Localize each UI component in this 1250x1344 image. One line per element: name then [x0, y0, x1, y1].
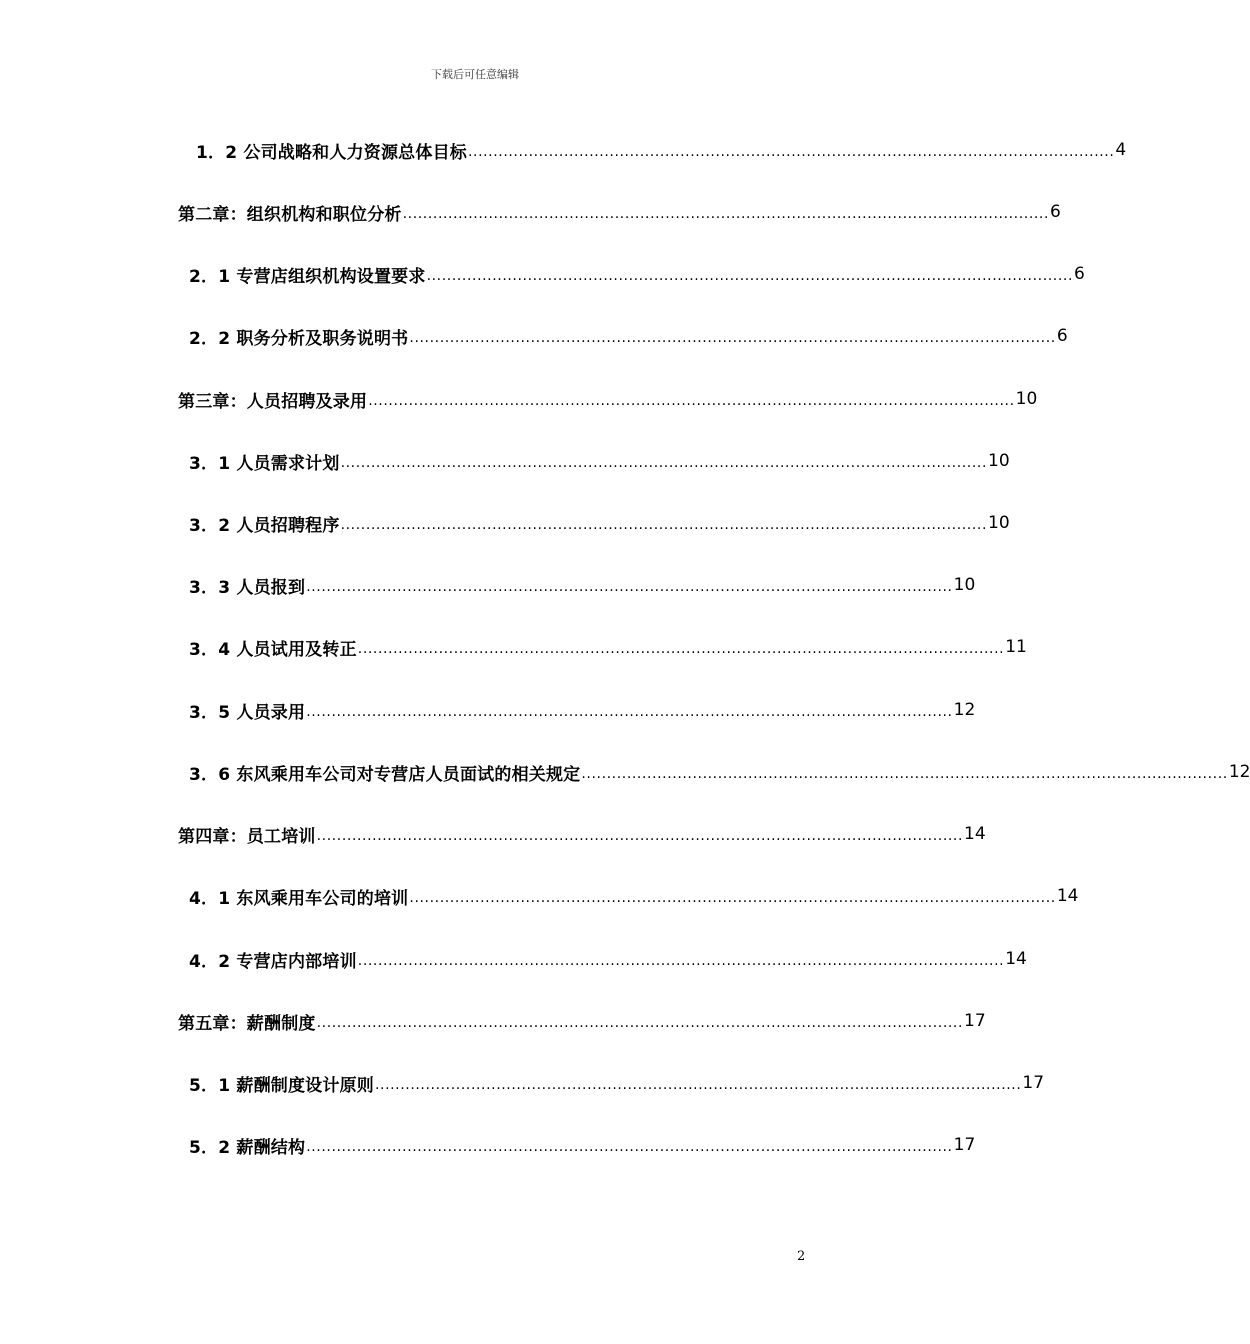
toc-leader-dots: ................................................................................................................................: [368, 393, 1015, 409]
toc-leader-dots: ................................................................................................................................: [581, 766, 1228, 782]
toc-entry-3-2[interactable]: [189, 507, 1010, 539]
toc-entry-page: 14: [1056, 886, 1079, 906]
toc-leader-dots: ................................................................................................................................: [306, 1139, 953, 1155]
toc-entry-title: 第四章：员工培训: [178, 826, 316, 847]
toc-entry-page: 14: [1005, 949, 1027, 969]
toc-entry-page: 17: [964, 1011, 986, 1031]
toc-entry-chapter-2[interactable]: [178, 196, 1061, 228]
toc-entry-3-3[interactable]: [189, 569, 976, 601]
toc-entry-page: 6: [1074, 264, 1085, 284]
toc-entry-title: 3．5 人员录用: [189, 702, 306, 723]
toc-entry-title: 3．3 人员报到: [189, 577, 306, 598]
toc-entry-2-2[interactable]: [189, 320, 1068, 352]
toc-entry-page: 17: [1022, 1073, 1045, 1093]
toc-leader-dots: ................................................................................................................................: [340, 517, 988, 533]
toc-entry-title: 4．1 东风乘用车公司的培训: [189, 888, 409, 909]
toc-leader-dots: ................................................................................................................................: [426, 268, 1074, 284]
toc-entry-title: 第三章：人员招聘及录用: [178, 391, 368, 412]
toc-leader-dots: ................................................................................................................................: [409, 890, 1056, 906]
toc-entry-page: 12: [953, 700, 976, 720]
toc-entry-page: 6: [1056, 326, 1068, 346]
toc-leader-dots: ................................................................................................................................: [306, 579, 953, 595]
toc-entry-title: 3．2 人员招聘程序: [189, 515, 340, 536]
toc-leader-dots: ................................................................................................................................: [467, 144, 1115, 160]
toc-entry-chapter-5[interactable]: [178, 1005, 986, 1037]
toc-entry-title: 3．6 东风乘用车公司对专营店人员面试的相关规定: [189, 764, 581, 785]
toc-entry-title: 5．2 薪酬结构: [189, 1137, 306, 1158]
toc-entry-page: 10: [988, 513, 1010, 533]
toc-entry-chapter-3[interactable]: [178, 383, 1038, 415]
toc-entry-page: 14: [964, 824, 986, 844]
toc-entry-page: 6: [1050, 202, 1061, 222]
toc-entry-1-2[interactable]: [196, 134, 1127, 166]
toc-leader-dots: ................................................................................................................................: [402, 206, 1050, 222]
toc-entry-title: 1．2 公司战略和人力资源总体目标: [196, 142, 467, 163]
toc-leader-dots: ................................................................................................................................: [409, 330, 1056, 346]
toc-entry-page: 4: [1115, 140, 1127, 160]
toc-entry-title: 2．1 专营店组织机构设置要求: [189, 266, 426, 287]
toc-entry-3-1[interactable]: [189, 445, 1010, 477]
toc-entry-3-5[interactable]: [189, 694, 976, 726]
toc-entry-5-1[interactable]: [189, 1067, 1045, 1099]
toc-leader-dots: ................................................................................................................................: [316, 1015, 964, 1031]
toc-entry-title: 5．1 薪酬制度设计原则: [189, 1075, 374, 1096]
toc-entry-title: 3．4 人员试用及转正: [189, 639, 357, 660]
toc-entry-page: 12: [1228, 762, 1250, 782]
toc-entry-chapter-4[interactable]: [178, 818, 986, 850]
toc-entry-page: 10: [1015, 389, 1038, 409]
toc-entry-3-6[interactable]: [189, 756, 1250, 788]
toc-leader-dots: ................................................................................................................................: [340, 455, 988, 471]
toc-entry-3-4[interactable]: [189, 631, 1027, 663]
toc-leader-dots: ................................................................................................................................: [357, 953, 1005, 969]
toc-leader-dots: ................................................................................................................................: [316, 828, 964, 844]
toc-entry-5-2[interactable]: [189, 1129, 976, 1161]
toc-entry-title: 3．1 人员需求计划: [189, 453, 340, 474]
toc-entry-page: 11: [1005, 637, 1027, 657]
toc-entry-2-1[interactable]: [189, 258, 1085, 290]
toc-entry-title: 4．2 专营店内部培训: [189, 951, 357, 972]
toc-entry-page: 10: [953, 575, 976, 595]
toc-leader-dots: ................................................................................................................................: [374, 1077, 1022, 1093]
toc-entry-title: 第五章：薪酬制度: [178, 1013, 316, 1034]
toc-entry-title: 2．2 职务分析及职务说明书: [189, 328, 409, 349]
toc-entry-4-2[interactable]: [189, 943, 1027, 975]
toc-leader-dots: ................................................................................................................................: [306, 704, 953, 720]
toc-leader-dots: ................................................................................................................................: [357, 641, 1005, 657]
toc-entry-4-1[interactable]: [189, 880, 1079, 912]
page-header: 下载后可任意编辑: [431, 68, 519, 81]
toc-entry-title: 第二章：组织机构和职位分析: [178, 204, 402, 225]
toc-entry-page: 17: [953, 1135, 976, 1155]
page-number: 2: [797, 1249, 806, 1264]
toc-entry-page: 10: [988, 451, 1010, 471]
